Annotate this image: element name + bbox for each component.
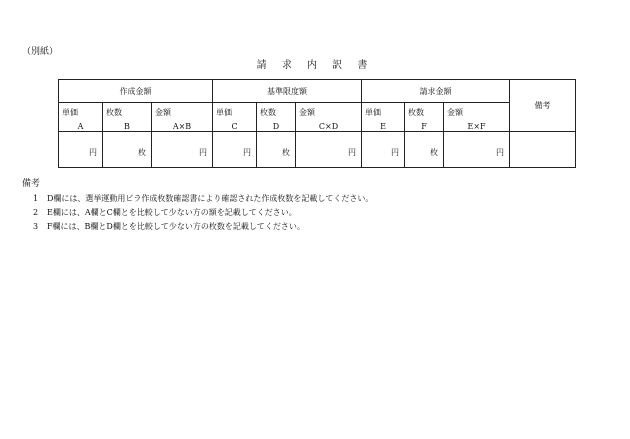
note-text: E欄には、A欄とC欄とを比較して少ない方の額を記載してください。 <box>47 208 297 217</box>
subheader-cell <box>213 103 257 132</box>
remarks-cell[interactable] <box>510 132 576 168</box>
subheader-label: 金額 <box>155 108 171 117</box>
note-item <box>33 193 373 204</box>
subheader-cell <box>257 103 296 132</box>
attachment-label: （別紙） <box>22 47 59 57</box>
note-item <box>33 207 297 218</box>
subheader-label: 金額 <box>299 108 315 117</box>
unit-label: 円 <box>496 148 505 157</box>
subheader-row <box>59 103 576 132</box>
note-text: F欄には、B欄とD欄とを比較して少ない方の枚数を記載してください。 <box>47 222 305 231</box>
value-cell[interactable] <box>296 132 362 168</box>
subheader-cell <box>444 103 510 132</box>
subheader-label: 枚数 <box>106 108 122 117</box>
unit-label: 枚 <box>282 148 290 157</box>
unit-label: 円 <box>243 148 251 157</box>
subheader-symbol: B <box>124 122 130 131</box>
subheader-symbol: A <box>77 122 84 131</box>
note-item <box>33 221 305 232</box>
header-row <box>59 80 576 103</box>
value-cell[interactable] <box>59 132 103 168</box>
note-number: 2 <box>33 208 39 217</box>
unit-label: 円 <box>89 148 97 157</box>
value-cell[interactable] <box>257 132 296 168</box>
value-cell[interactable] <box>152 132 213 168</box>
subheader-symbol: C×D <box>318 122 339 131</box>
unit-label: 枚 <box>430 148 439 157</box>
subheader-cell <box>103 103 152 132</box>
subheader-label: 枚数 <box>260 108 276 117</box>
notes-title: 備考 <box>22 179 41 189</box>
note-number: 3 <box>33 222 39 231</box>
value-row <box>59 132 576 168</box>
unit-label: 円 <box>199 148 207 157</box>
subheader-label: 単価 <box>216 108 232 117</box>
unit-label: 円 <box>348 148 357 157</box>
subheader-label: 単価 <box>62 108 78 117</box>
subheader-symbol: C <box>231 122 238 131</box>
subheader-cell <box>152 103 213 132</box>
value-cell[interactable] <box>362 132 405 168</box>
subheader-symbol: A×B <box>172 122 192 131</box>
subheader-cell <box>405 103 444 132</box>
note-number: 1 <box>33 194 39 203</box>
subheader-cell <box>296 103 362 132</box>
subheader-label: 単価 <box>365 108 382 117</box>
subheader-symbol: E×F <box>467 122 486 131</box>
subheader-label: 枚数 <box>408 108 425 117</box>
header-claim-amount: 請求金額 <box>362 80 510 103</box>
unit-label: 枚 <box>138 148 146 157</box>
subheader-symbol: F <box>421 122 427 131</box>
breakdown-table <box>58 79 576 168</box>
value-cell[interactable] <box>103 132 152 168</box>
subheader-cell <box>59 103 103 132</box>
value-cell[interactable] <box>405 132 444 168</box>
note-text: D欄には、選挙運動用ビラ作成枚数確認書により確認された作成枚数を記載してください。 <box>47 194 374 203</box>
document-title: 請 求 内 訳 書 <box>256 60 374 71</box>
header-remarks: 備考 <box>510 80 576 132</box>
subheader-symbol: E <box>380 122 386 131</box>
value-cell[interactable] <box>213 132 257 168</box>
subheader-cell <box>362 103 405 132</box>
subheader-symbol: D <box>272 122 280 131</box>
header-standard-limit: 基準限度額 <box>213 80 362 103</box>
unit-label: 円 <box>391 148 400 157</box>
subheader-label: 金額 <box>447 108 464 117</box>
value-cell[interactable] <box>444 132 510 168</box>
header-creation-amount: 作成金額 <box>59 80 213 103</box>
